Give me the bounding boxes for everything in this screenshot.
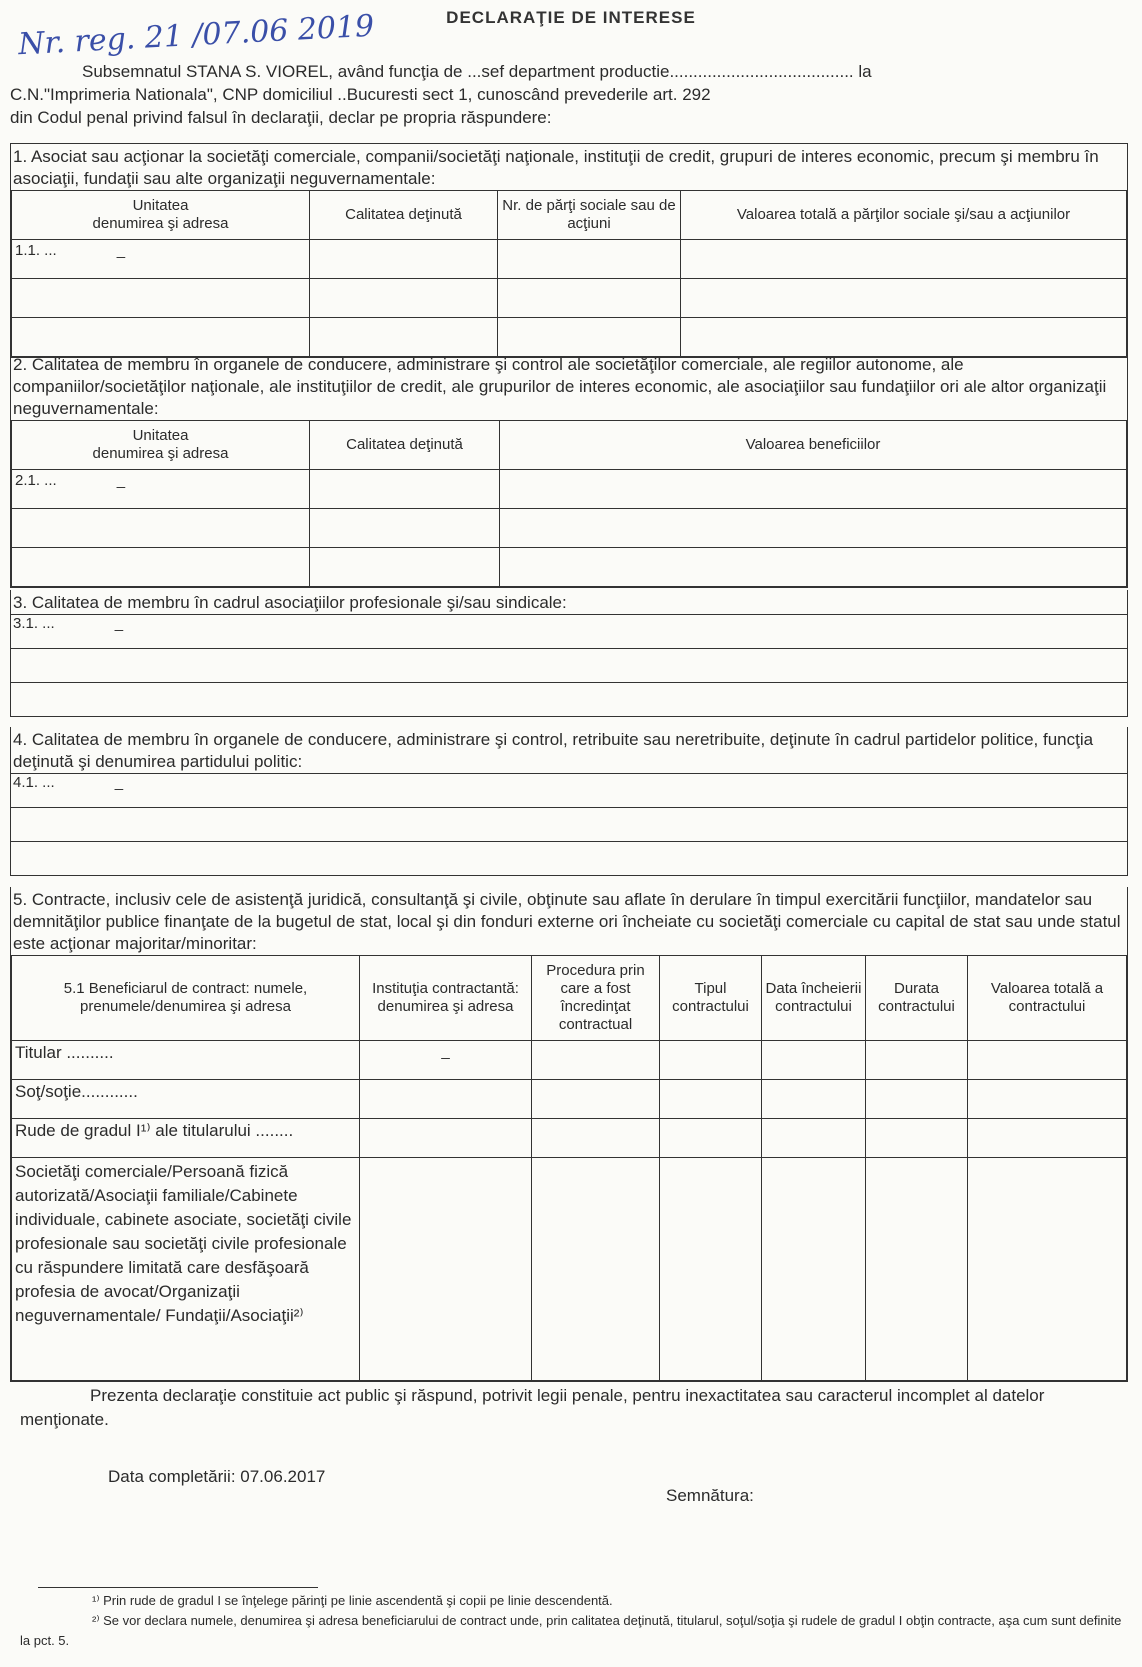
intro-line-2: C.N."Imprimeria Nationala", CNP domiciliul ..Bucuresti sect 1, cunoscând prevederile art. 292 [10,85,711,104]
section-4-title: 4. Calitatea de membru în organele de conducere, administrare şi control, retribuite sau neretribuite, deţinute în cadrul partidelor politice, funcţia deţinută şi denumirea partidului politic: [13,730,1094,771]
public-statement: Prezenta declaraţie constituie act public şi răspund, potrivit legii penale, pentru inexactitatea sau caracterul incomplet al datelor menţionate. [20,1386,1045,1429]
section-3 [10,590,1128,717]
document-title: DECLARAŢIE DE INTERESE [446,8,696,27]
intro-line-3: din Codul penal privind falsul în declaraţii, declar pe propria răspundere: [10,108,552,127]
table-row [12,279,310,318]
section-3-title: 3. Calitatea de membru în cadrul asociaţiilor profesionale şi/sau sindicale: [13,593,567,612]
section-4 [10,727,1128,876]
section-1-title: 1. Asociat sau acţionar la societăţi comerciale, companii/societăţi naţionale, instituţii de credit, grupuri de interes economic, precum şi membru în asociaţii, fundaţii sau alte organizaţii neguvernamentale: [13,147,1099,188]
footnote-2: ²⁾ Se vor declara numele, denumirea şi adresa beneficiarului de contract unde, prin calitatea deţinută, titularul, soţul/soţia şi rudele de gradul I obţin contracte, aşa cum sunt definite la pct. 5. [20,1613,1122,1648]
s1-header-value: Valoarea totală a părţilor sociale şi/sau a acţiunilor [681,191,1127,240]
section-2-title: 2. Calitatea de membru în organele de conducere, administrare şi control ale societăţilor comerciale, ale regiilor autonome, ale companiilor/societăţilor naţionale, ale instituţiilor de credit, ale grupurilor de interes economic, ale asociaţiilor sau fundaţiilor ori ale altor organizaţii neguvernamentale: [13,355,1107,418]
s5-header-duration: Durata contractului [866,956,968,1041]
s2-header-quality: Calitatea deţinută [310,421,500,470]
list-item [11,807,1127,841]
table-row: 1.1. ... _ [12,240,310,279]
list-item [11,841,1127,875]
list-item: 4.1. ... _ [11,773,1127,807]
section-2-table [11,420,1127,587]
table-row [12,548,310,587]
s5-header-date: Data încheierii contractului [762,956,866,1041]
row-relatives: Rude de gradul I¹⁾ ale titularului ........ [12,1119,360,1158]
s1-header-quality: Calitatea deţinută [310,191,498,240]
list-item: 3.1. ... _ [11,614,1127,648]
signature-label: Semnătura: [666,1486,754,1505]
table-row [12,509,310,548]
s5-header-value: Valoarea totală a contractului [968,956,1127,1041]
section-1-table [11,190,1127,357]
row-spouse: Soţ/soţie............ [12,1080,360,1119]
s1-header-shares: Nr. de părţi sociale sau de acţiuni [498,191,681,240]
row-entities: Societăţi comerciale/Persoană fizică autorizată/Asociaţii familiale/Cabinete individuale, cabinete asociate, societăţi civile profesionale sau societăţi civile profesionale cu răspundere limitată care desfăşoară profesia de avocat/Organizaţii neguvernamentale/ Fundaţii/Asociaţii²⁾ [12,1158,360,1381]
s5-header-procedure: Procedura prin care a fost încredinţat contractual [532,956,660,1041]
footnote-divider [38,1587,318,1588]
section-1 [10,143,1128,358]
s5-header-type: Tipul contractului [660,956,762,1041]
list-item [11,682,1127,716]
intro-line-1: Subsemnatul STANA S. VIOREL, având funcţia de ...sef department productie....................................... la [82,62,872,81]
section-2 [10,352,1128,588]
s2-header-unit: Unitatea denumirea şi adresa [12,421,310,470]
s1-header-unit: Unitatea denumirea şi adresa [12,191,310,240]
s5-header-beneficiary: 5.1 Beneficiarul de contract: numele, prenumele/denumirea şi adresa [12,956,360,1041]
table-row: 2.1. ... _ [12,470,310,509]
registration-stamp: Nr. reg. 21 /07.06 2019 [17,8,375,63]
completion-date: Data completării: 07.06.2017 [108,1467,326,1486]
section-5 [10,887,1128,1382]
footnote-1: ¹⁾ Prin rude de gradul I se înţelege părinţi pe linie ascendentă şi copii pe linie descendentă. [92,1593,613,1608]
list-item [11,648,1127,682]
section-5-title: 5. Contracte, inclusiv cele de asistenţă juridică, consultanţă şi civile, obţinute sau aflate în derulare în timpul exercitării funcţiilor, mandatelor sau demnităţilor publice finanţate de la bugetul de stat, local şi din fonduri externe ori încheiate cu societăţi comerciale cu capital de stat sau unde statul este acţionar majoritar/minoritar: [13,890,1121,953]
s5-header-institution: Instituţia contractantă: denumirea şi adresa [360,956,532,1041]
section-5-table: 5.1 Beneficiarul de contract: numele, prenumele/denumirea şi adresa Instituţia contractantă: denumirea şi adresa Procedura prin care a fost încredinţat contractual Tipul contractului Data încheierii contractului Durata contractului Valoarea totală a contractului Titular .......... _ Soţ/soţie............ Rude de gradul I¹⁾ ale titularului ........ Societăţi comerciale/Persoană fizică autorizată/Asociaţii familiale/Cabinete individuale, cabinete asociate, societăţi civile profesionale sau societăţi civile profesionale cu răspundere limitată care desfăşoară profesia de avocat/Organizaţii neguvernamentale/ Fundaţii/Asociaţii²⁾ [11,955,1127,1381]
row-titular: Titular .......... [12,1041,360,1080]
table-row [12,318,310,357]
s2-header-benefits: Valoarea beneficiilor [500,421,1127,470]
